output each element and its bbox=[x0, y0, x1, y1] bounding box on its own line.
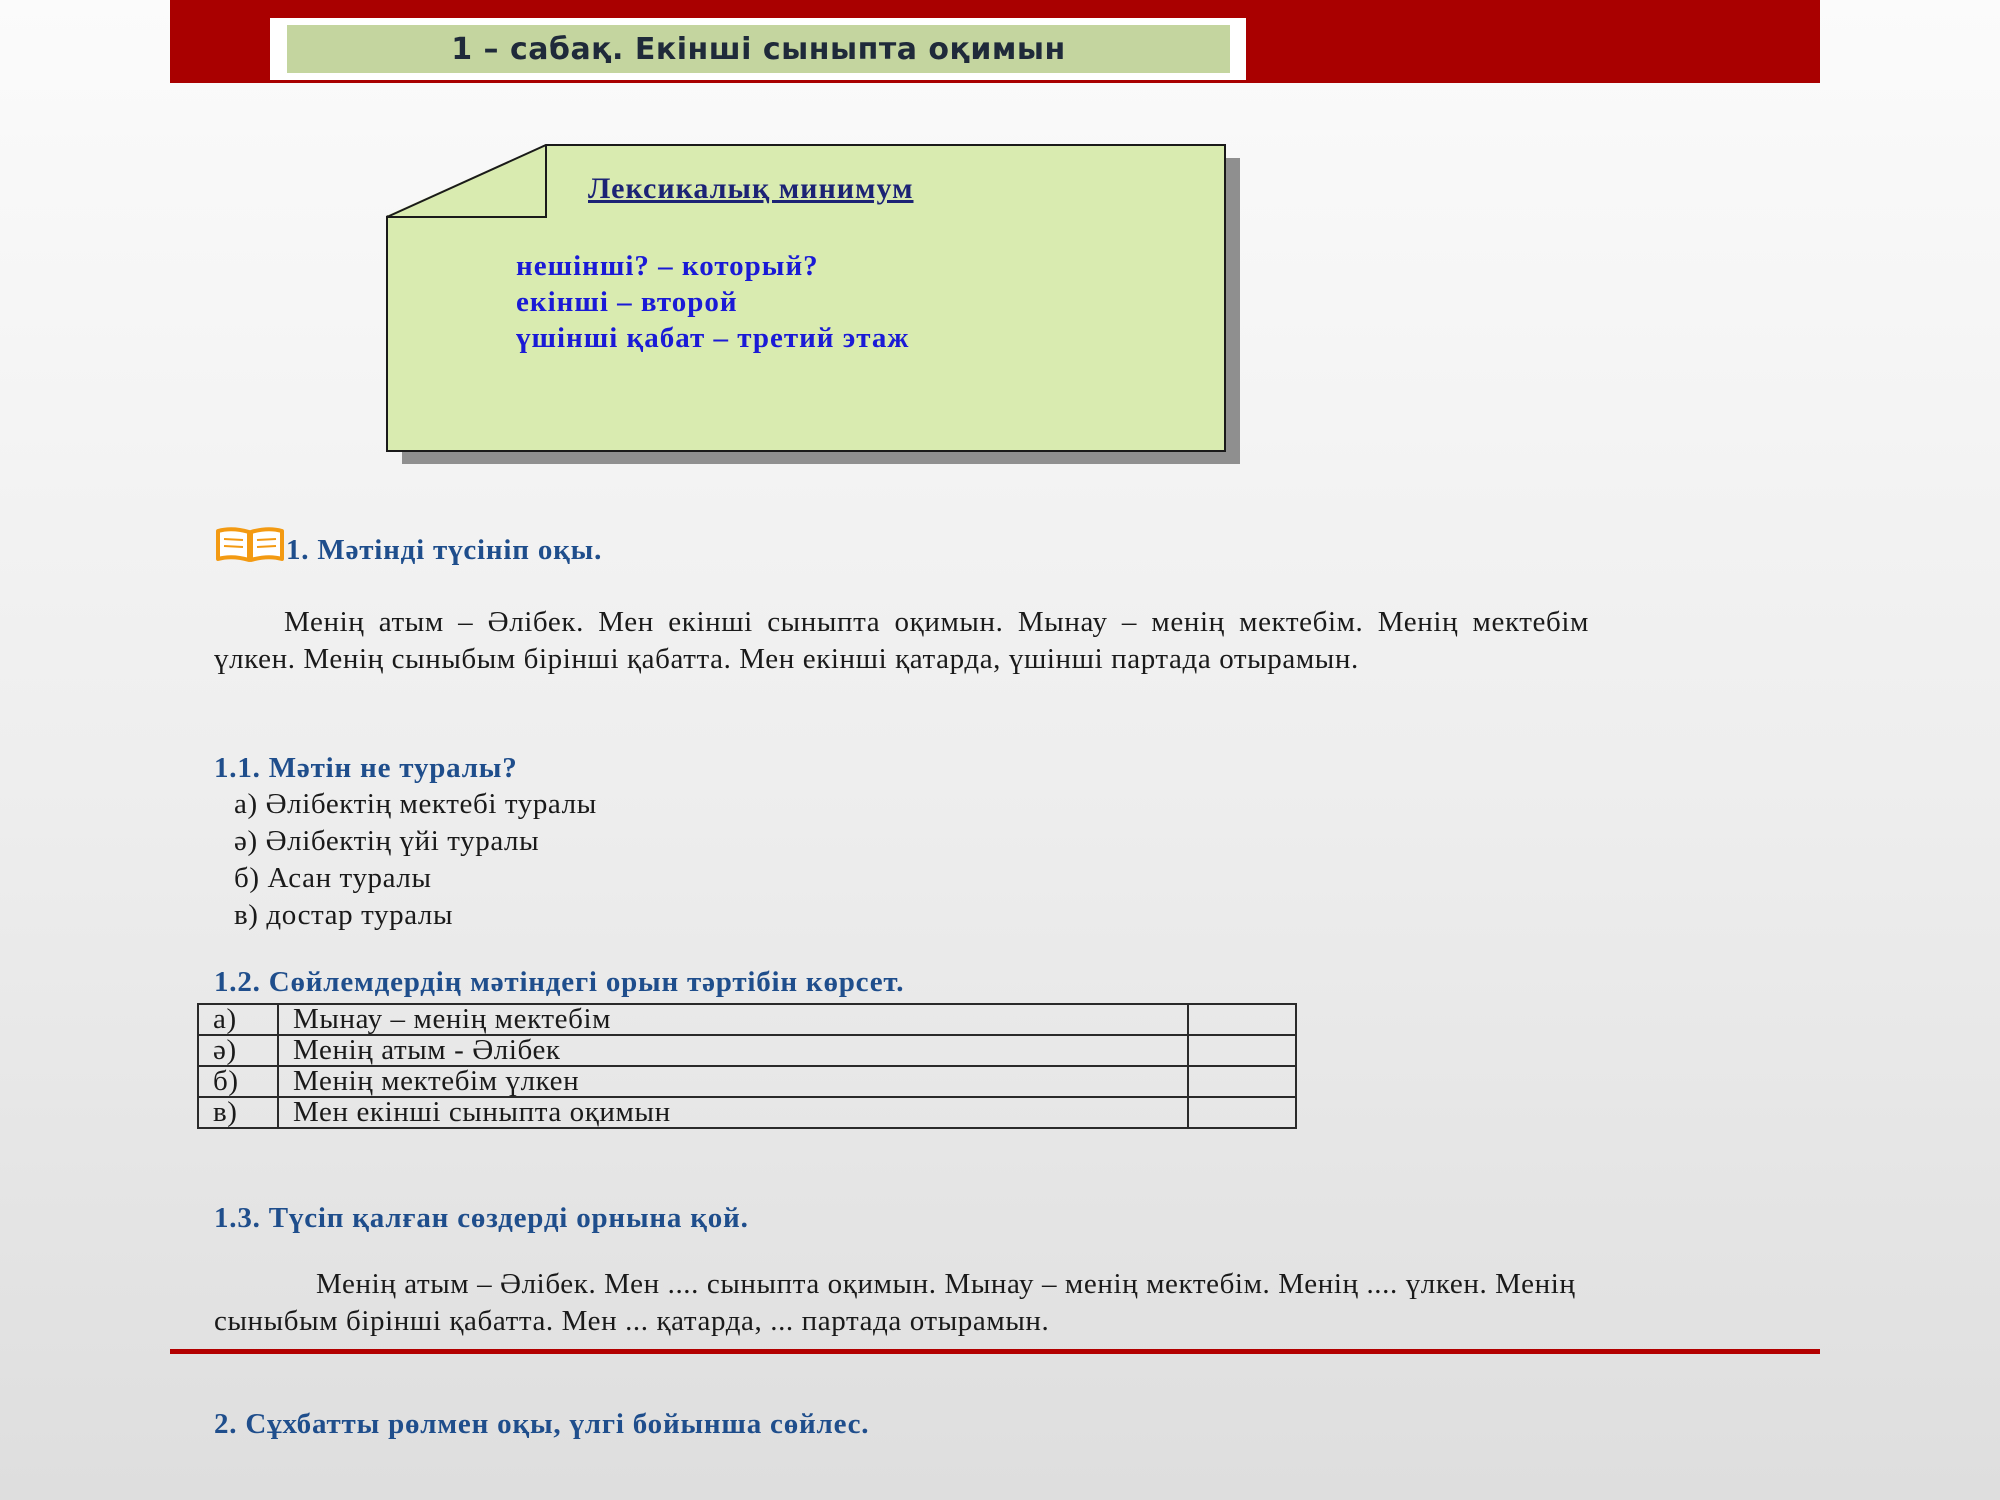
folded-corner-icon bbox=[386, 144, 556, 224]
task1-1-title: 1.1. Мәтін не туралы? bbox=[214, 752, 518, 784]
row-letter: а) bbox=[198, 1004, 278, 1035]
task1-3-title: 1.3. Түсіп қалған сөздерді орнына қой. bbox=[214, 1202, 749, 1234]
page-title: 1 – сабақ. Екінші сыныпта оқимын bbox=[287, 25, 1230, 73]
task2-title: 2. Сұхбатты рөлмен оқы, үлгі бойынша сөйлес. bbox=[214, 1408, 870, 1440]
table-row bbox=[198, 1066, 1296, 1097]
table-row bbox=[198, 1097, 1296, 1128]
option-item: б) Асан туралы bbox=[234, 862, 432, 894]
vocab-item: нешінші? – который? bbox=[516, 250, 819, 282]
task1-1-options bbox=[234, 786, 597, 934]
vocab-list bbox=[516, 248, 909, 356]
vocab-item: екінші – второй bbox=[516, 286, 738, 318]
table-row bbox=[198, 1035, 1296, 1066]
task1-2-title: 1.2. Сөйлемдердің мәтіндегі орын тәртібін көрсет. bbox=[214, 966, 905, 998]
row-sentence: Менің атым - Әлібек bbox=[278, 1035, 1188, 1066]
task1-title: 1. Мәтінді түсініп оқы. bbox=[286, 534, 603, 566]
task1-3-text: Менің атым – Әлібек. Мен .... сыныпта оқимын. Мынау – менің мектебім. Менің .... үлкен. Менің сыныбым бірінші қабатта. Мен ... қатарда, ... партада отырамын. bbox=[214, 1268, 1576, 1337]
vocab-item: үшінші қабат – третий этаж bbox=[516, 322, 910, 354]
row-answer-cell[interactable] bbox=[1188, 1066, 1296, 1097]
task1-text: Менің атым – Әлібек. Мен екінші сыныпта оқимын. Мынау – менің мектебім. Менің мектебім үлкен. Менің сыныбым бірінші қабатта. Мен екінші қатарда, үшінші партада отырамын. bbox=[214, 606, 1589, 675]
option-item: а) Әлібектің мектебі туралы bbox=[234, 788, 597, 820]
row-answer-cell[interactable] bbox=[1188, 1035, 1296, 1066]
option-item: ә) Әлібектің үйі туралы bbox=[234, 825, 540, 857]
row-letter: ә) bbox=[198, 1035, 278, 1066]
row-answer-cell[interactable] bbox=[1188, 1097, 1296, 1128]
table-row bbox=[198, 1004, 1296, 1035]
row-answer-cell[interactable] bbox=[1188, 1004, 1296, 1035]
vocab-card-heading: Лексикалық минимум bbox=[588, 172, 914, 205]
row-sentence: Менің мектебім үлкен bbox=[278, 1066, 1188, 1097]
row-sentence: Мынау – менің мектебім bbox=[278, 1004, 1188, 1035]
row-sentence: Мен екінші сыныпта оқимын bbox=[278, 1097, 1188, 1128]
sentence-order-table bbox=[197, 1003, 1297, 1129]
open-book-icon bbox=[216, 526, 284, 562]
row-letter: в) bbox=[198, 1097, 278, 1128]
option-item: в) достар туралы bbox=[234, 899, 454, 931]
row-letter: б) bbox=[198, 1066, 278, 1097]
bottom-divider bbox=[170, 1349, 1820, 1354]
